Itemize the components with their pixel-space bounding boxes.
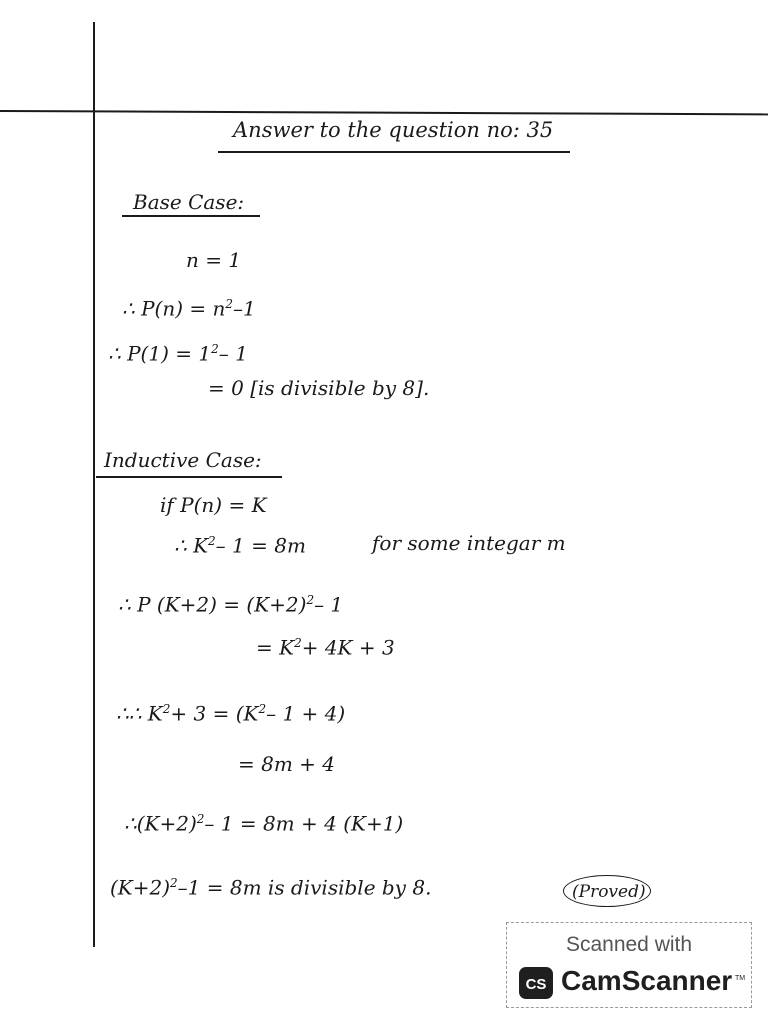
proved-text: (Proved): [572, 882, 646, 902]
base-case-line-2: ∴ $P(n) = n^2-1$: [122, 296, 256, 321]
inductive-case-line-2-note: for some integar m: [372, 531, 566, 555]
base-case-line-1: n = 1: [186, 248, 242, 272]
scanned-with-text: Scanned with: [565, 933, 693, 956]
brand-name: CamScanner: [561, 965, 733, 996]
inductive-case-line-4: = $K^2+ 4K + 3$: [256, 635, 395, 660]
inductive-case-line-5: ∴∴ $K^2+ 3 = (K^2-$ 1 + 4): [116, 701, 346, 726]
base-case-underline: [122, 215, 260, 217]
inductive-case-line-1: if P(n) = K: [160, 493, 267, 517]
margin-line: [93, 22, 95, 947]
proved-mark: [563, 875, 651, 907]
base-case-line-4: = 0 [is divisible by 8].: [208, 376, 430, 400]
inductive-case-line-8: $(K+2)^2-1 = 8m$ is divisible by 8.: [110, 875, 432, 900]
answer-heading: Answer to the question no: 35: [233, 118, 554, 142]
inductive-case-label: Inductive Case:: [104, 448, 262, 472]
trademark: TM: [735, 975, 746, 982]
heading-underline: [218, 151, 570, 153]
inductive-case-line-2: ∴ $K^2-$ 1 = 8m: [174, 533, 306, 558]
base-case-label: Base Case:: [133, 190, 245, 214]
camscanner-watermark: [506, 922, 752, 1008]
inductive-case-line-6: = 8m + 4: [238, 752, 336, 776]
camscanner-logo-icon: [519, 967, 553, 999]
base-case-line-3: ∴ $P(1) = 1^2-$ 1: [108, 341, 248, 366]
inductive-case-underline: [96, 476, 282, 478]
inductive-case-line-3: ∴ P $(K+2) = (K+2)^2-$ 1: [118, 592, 344, 617]
inductive-case-line-7: $\therefore(K+2)^2-$ 1 = 8m + 4 (K+1): [124, 811, 404, 836]
logo-letters: CS: [525, 976, 547, 993]
header-line: [0, 110, 768, 115]
